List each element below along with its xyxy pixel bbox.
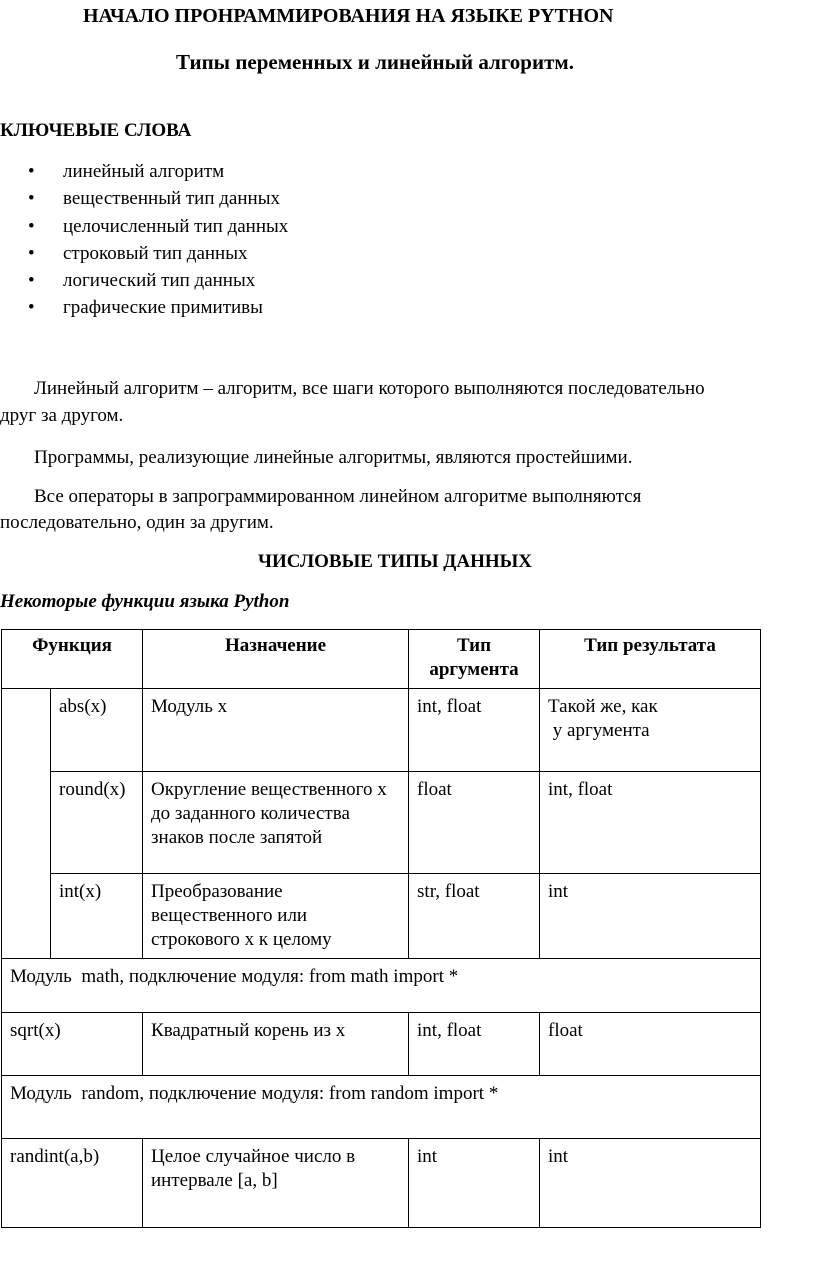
cell-purpose: Модуль x xyxy=(143,689,409,772)
page-title: НАЧАЛО ПРОНРАММИРОВАНИЯ НА ЯЗЫКЕ PYTHON xyxy=(83,5,614,27)
empty-cell xyxy=(2,689,51,959)
bullet-icon: • xyxy=(28,161,35,182)
cell-arg: int, float xyxy=(409,689,540,772)
table-caption: Некоторые функции языка Python xyxy=(0,591,290,612)
table-row xyxy=(2,874,761,959)
table-row xyxy=(2,1013,761,1076)
table-row xyxy=(2,1139,761,1228)
cell-result: float xyxy=(540,1013,761,1076)
cell-purpose: Округление вещественного x до заданного количества знаков после запятой xyxy=(143,772,409,874)
cell-result: int xyxy=(540,1139,761,1228)
paragraph-programs: Программы, реализующие линейные алгоритмы, являются простейшими. xyxy=(34,447,633,468)
keywords-heading: КЛЮЧЕВЫЕ СЛОВА xyxy=(0,120,192,141)
table-row xyxy=(2,959,761,1013)
paragraph-linear-line2: друг за другом. xyxy=(0,405,124,426)
header-purpose: Назначение xyxy=(143,630,409,689)
bullet-icon: • xyxy=(28,270,35,292)
section-heading: ЧИСЛОВЫЕ ТИПЫ ДАННЫХ xyxy=(258,551,533,572)
header-arg-type: Тип аргумента xyxy=(409,630,540,689)
keywords-list xyxy=(28,158,288,322)
list-item: • линейный алгоритм xyxy=(28,158,288,185)
cell-func: randint(a,b) xyxy=(2,1139,143,1228)
table-row xyxy=(2,1076,761,1139)
list-item: • логический тип данных xyxy=(28,267,288,294)
cell-func: abs(x) xyxy=(51,689,143,772)
cell-func: round(x) xyxy=(51,772,143,874)
table-row xyxy=(2,689,761,772)
cell-result: int, float xyxy=(540,772,761,874)
cell-result: Такой же, как у аргумента xyxy=(540,689,761,772)
list-item: • строковый тип данных xyxy=(28,240,288,267)
random-module-row: Модуль random, подключение модуля: from random import * xyxy=(2,1076,761,1139)
functions-table xyxy=(1,629,761,1228)
cell-purpose: Квадратный корень из x xyxy=(143,1013,409,1076)
bullet-icon: • xyxy=(28,215,35,237)
bullet-icon: • xyxy=(28,188,35,210)
cell-purpose: Преобразование вещественного или строкового x к целому xyxy=(143,874,409,959)
header-result-type: Тип результата xyxy=(540,630,761,689)
paragraph-operators-line2: последовательно, один за другим. xyxy=(0,512,274,533)
table-header-row xyxy=(2,630,761,689)
cell-arg: int xyxy=(409,1139,540,1228)
page-subtitle: Типы переменных и линейный алгоритм. xyxy=(176,50,574,74)
bullet-icon: • xyxy=(28,297,35,319)
bullet-icon: • xyxy=(28,242,35,264)
paragraph-linear-line1: Линейный алгоритм – алгоритм, все шаги которого выполняются последовательно xyxy=(34,378,705,399)
cell-arg: int, float xyxy=(409,1013,540,1076)
cell-result: int xyxy=(540,874,761,959)
list-item: • вещественный тип данных xyxy=(28,185,288,212)
list-item: • графические примитивы xyxy=(28,294,288,321)
cell-func: sqrt(x) xyxy=(2,1013,143,1076)
math-module-row: Модуль math, подключение модуля: from math import * xyxy=(2,959,761,1013)
cell-purpose: Целое случайное число в интервале [a, b] xyxy=(143,1139,409,1228)
header-function: Функция xyxy=(2,630,143,689)
paragraph-operators-line1: Все операторы в запрограммированном линейном алгоритме выполняются xyxy=(34,486,642,507)
list-item: • целочисленный тип данных xyxy=(28,213,288,240)
cell-func: int(x) xyxy=(51,874,143,959)
table-row xyxy=(2,772,761,874)
cell-arg: float xyxy=(409,772,540,874)
cell-arg: str, float xyxy=(409,874,540,959)
